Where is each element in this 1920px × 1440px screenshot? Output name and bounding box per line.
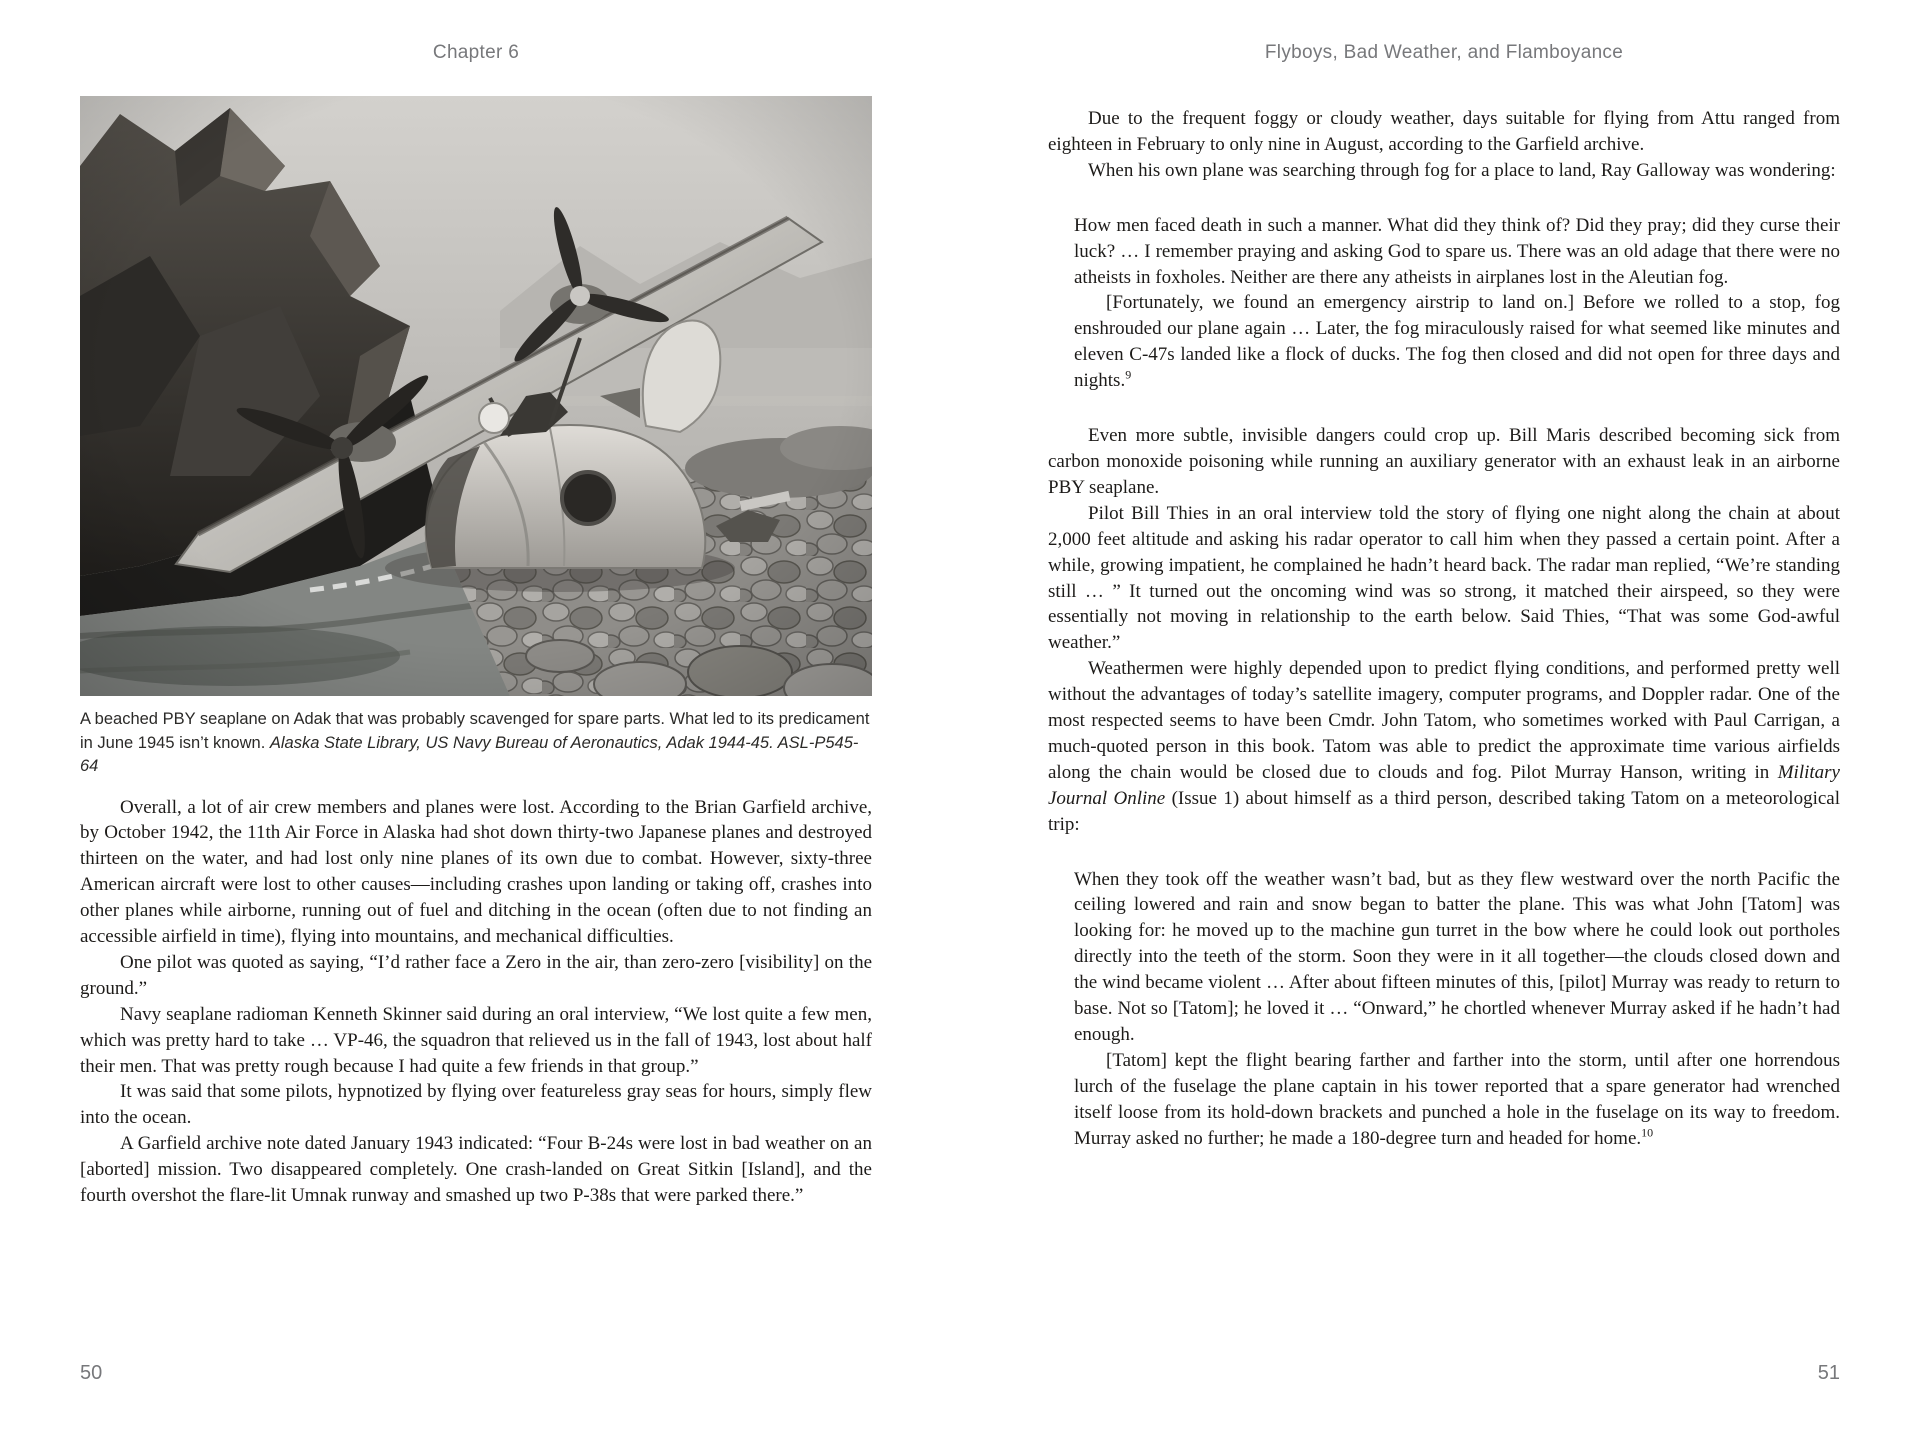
quote-text: [Tatom] kept the flight bearing farther and farther into the storm, until after one horrendous lurch of the fuselage the plane captain in his tower reported that a spare generator had wrenched itself loose from its hold-down brackets and punched a hole in the fuselage on its way to freedom. Murray asked no further; he made a 180-degree turn and headed for home.: [1074, 1049, 1840, 1149]
book-page-right: [1048, 0, 1840, 1440]
paragraph: Even more subtle, invisible dangers could crop up. Bill Maris described becoming sick from carbon monoxide poisoning while running an auxiliary generator with an exhaust leak in an airborne PBY seaplane.: [1048, 425, 1840, 498]
footnote-ref-10: 10: [1641, 1125, 1654, 1140]
footnote-ref-9: 9: [1125, 367, 1132, 382]
quote-paragraph: How men faced death in such a manner. What did they think of? Did they pray; did they curse their luck? … I remember praying and asking God to spare us. There was an old adage that there were no atheists in foxholes. Neither are there any atheists in airplanes lost in the Aleutian fog.: [1074, 214, 1840, 288]
paragraph: One pilot was quoted as saying, “I’d rather face a Zero in the air, than zero-zero [visibility] on the ground.”: [80, 951, 872, 999]
paragraph-text: (Issue 1) about himself as a third person, described taking Tatom on a meteorological trip:: [1048, 787, 1840, 835]
paragraph: Navy seaplane radioman Kenneth Skinner said during an oral interview, “We lost quite a few men, which was pretty hard to take … VP-46, the squadron that relieved us in the fall of 1943, lost about half their men. That was pretty rough because I had quite a few friends in that group.”: [80, 1003, 872, 1077]
quote-text: [Fortunately, we found an emergency airstrip to land on.] Before we rolled to a stop, fog enshrouded our plane again … Later, the fog miraculously raised for what seemed like minutes and eleven C-47s landed like a flock of ducks. The fog then closed and did not open for three days and nights.: [1074, 292, 1840, 392]
paragraph: Due to the frequent foggy or cloudy weather, days suitable for flying from Attu ranged from eighteen in February to only nine in August, according to the Garfield archive.: [1048, 108, 1840, 155]
paragraph: Overall, a lot of air crew members and planes were lost. According to the Brian Garfield archive, by October 1942, the 11th Air Force in Alaska had shot down thirty-two Japanese planes and destroyed thirteen on the water, and had lost only nine planes of its own due to combat. However, sixty-three American aircraft were lost to other causes—including crashes upon landing or taking off, crashes into other planes while airborne, running out of fuel and ditching in the ocean (often due to not finding an accessible airfield in time), flying into mountains, and mechanical difficulties.: [80, 796, 872, 948]
caption-credit: Alaska State Library, US Navy Bureau of Aeronautics, Adak 1944-45. ASL-P545-64: [80, 733, 859, 775]
quote-paragraph: [1074, 1048, 1840, 1152]
paragraph: [1048, 656, 1840, 837]
page-number-right: 51: [1817, 1362, 1840, 1384]
pby-wreck-photo: [80, 96, 872, 696]
quote-paragraph: [1074, 290, 1840, 394]
block-quote-galloway: [1074, 213, 1840, 394]
caption-text: A beached PBY seaplane on Adak that was probably scavenged for spare parts. What led to its predicament in June 1945 isn’t known.: [80, 710, 870, 752]
paragraph: Pilot Bill Thies in an oral interview told the story of flying one night along the chain at about 2,000 feet altitude and asking his radar operator to call him when they passed a certain point. After a while, growing impatient, he complained he hadn’t heard back. The radar man replied, “We’re standing still … ” It turned out the oncoming wind was so strong, it matched their airspeed, so they were essentially not moving in relationship to the earth below. Said Thies, “That was some God-awful weather.”: [1048, 502, 1840, 654]
photo-figure: [80, 96, 872, 779]
paragraph-text: Weathermen were highly depended upon to predict flying conditions, and performed pretty well without the advantages of today’s satellite imagery, computer programs, and Doppler radar. One of the most respected seems to have been Cmdr. John Tatom, who sometimes worked with Paul Carrigan, a much-quoted person in this book. Tatom was able to predict the approximate time various airfields along the chain would be closed due to clouds and fog. Pilot Murray Hanson, writing in: [1048, 658, 1840, 783]
vignette: [80, 96, 872, 696]
paragraph: It was said that some pilots, hypnotized by flying over featureless gray seas for hours, simply flew into the ocean.: [80, 1081, 872, 1129]
journal-title: Military Journal Online: [1048, 761, 1840, 809]
left-body-text: [80, 795, 872, 1210]
quote-paragraph: When they took off the weather wasn’t bad, but as they flew westward over the north Pacific the ceiling lowered and rain and snow began to batter the plane. This was what John [Tatom] was looking for: he moved up to the machine gun turret in the bow where he could look out portholes directly into the teeth of the storm. Soon they were in it all together—the clouds closed down and the wind became violent … After about fifteen minutes of this, [pilot] Murray was ready to return to base. Not so [Tatom]; he loved it … “Onward,” he chortled whenever Murray asked if he hadn’t had enough.: [1074, 868, 1840, 1045]
page-number-left: 50: [80, 1362, 103, 1384]
block-quote-hanson: [1074, 867, 1840, 1152]
paragraph: A Garfield archive note dated January 1943 indicated: “Four B-24s were lost in bad weather on an [aborted] mission. Two disappeared completely. One crash-landed on Great Sitkin [Island], and the fourth overshot the flare-lit Umnak runway and smashed up two P-38s that were parked there.”: [80, 1133, 872, 1207]
right-body-text: [1048, 106, 1840, 1152]
paragraph: When his own plane was searching through fog for a place to land, Ray Galloway was wondering:: [1088, 159, 1836, 181]
running-head-chapter: Chapter 6: [432, 42, 520, 63]
book-page-left: [80, 0, 872, 1440]
running-head-title: Flyboys, Bad Weather, and Flamboyance: [1264, 42, 1624, 63]
photo-caption: [80, 708, 872, 779]
